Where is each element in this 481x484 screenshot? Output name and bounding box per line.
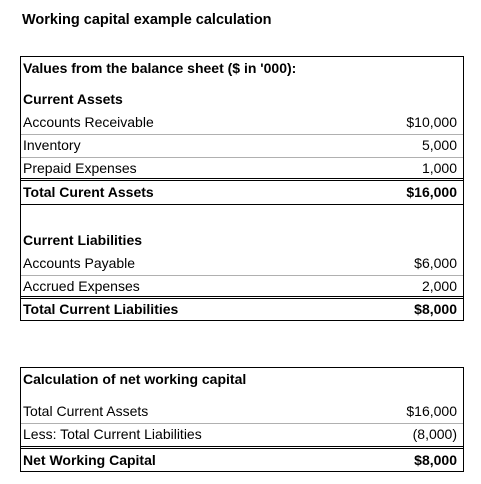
table-row [21, 275, 463, 298]
current-liabilities-heading-row [21, 229, 463, 252]
table-row [21, 423, 463, 446]
row-label: Less: Total Current Liabilities [23, 426, 202, 442]
row-value: $10,000 [406, 114, 457, 130]
current-liabilities-heading: Current Liabilities [23, 232, 143, 248]
page-title: Working capital example calculation [22, 12, 272, 28]
balance-sheet-header-row [21, 57, 463, 80]
total-label: Total Curent Assets [23, 184, 154, 200]
row-value: $16,000 [406, 403, 457, 419]
row-value: (8,000) [412, 426, 457, 442]
table-row [21, 400, 463, 424]
total-label: Net Working Capital [23, 452, 156, 468]
row-label: Accrued Expenses [23, 278, 140, 294]
net-working-capital-table [20, 367, 464, 472]
total-value: $8,000 [414, 301, 457, 317]
row-label: Inventory [23, 137, 81, 153]
row-label: Prepaid Expenses [23, 160, 137, 176]
row-value: $6,000 [414, 255, 457, 271]
table-row [21, 111, 463, 135]
table-row [21, 157, 463, 180]
net-working-capital-row [21, 446, 463, 472]
row-value: 2,000 [421, 278, 457, 294]
total-value: $8,000 [414, 452, 457, 468]
row-value: 1,000 [421, 160, 457, 176]
calc-header-row [21, 368, 463, 391]
balance-sheet-header: Values from the balance sheet ($ in '000): [23, 60, 297, 76]
current-assets-heading-row [21, 88, 463, 111]
row-label: Total Current Assets [23, 403, 149, 419]
row-label: Accounts Payable [23, 255, 136, 271]
total-value: $16,000 [406, 184, 457, 200]
balance-sheet-table [20, 56, 464, 321]
total-label: Total Current Liabilities [23, 301, 179, 317]
calc-header: Calculation of net working capital [23, 371, 247, 387]
current-assets-heading: Current Assets [23, 91, 123, 107]
row-label: Accounts Receivable [23, 114, 154, 130]
total-current-assets-row [21, 178, 463, 205]
table-row [21, 252, 463, 276]
row-value: 5,000 [421, 137, 457, 153]
total-current-liabilities-row [21, 296, 463, 321]
table-row [21, 134, 463, 158]
